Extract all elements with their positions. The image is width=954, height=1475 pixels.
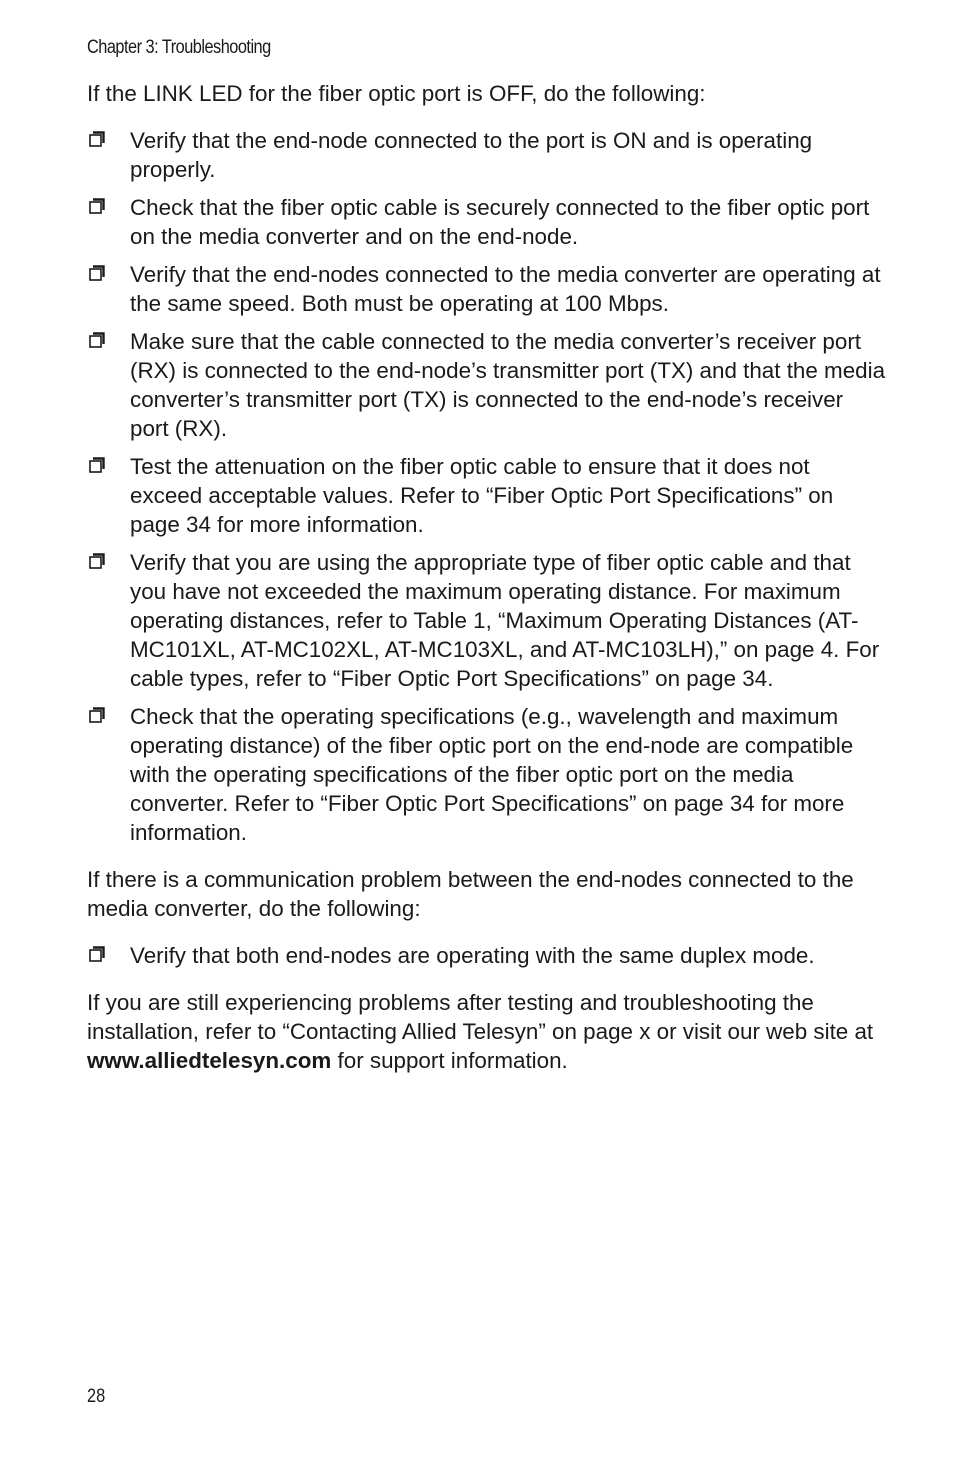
checkbox-icon (89, 265, 105, 281)
fiber-checklist (87, 126, 887, 847)
page-number: 28 (87, 1386, 106, 1407)
checklist-item (87, 327, 887, 443)
checklist-item-text: Make sure that the cable connected to the media converter’s receiver port (RX) is connected to the end-node’s transmitter port (TX) and that the media converter’s transmitter port (TX) is connected to the end-node’s receiver port (RX). (130, 329, 886, 441)
checklist-item-text: Check that the fiber optic cable is securely connected to the fiber optic port on the media converter and on the end-node. (130, 195, 870, 249)
comm-intro-paragraph: If there is a communication problem between the end-nodes connected to the media converter, do the following: (87, 867, 854, 921)
closing-paragraph (87, 988, 887, 1075)
checkbox-icon (89, 553, 105, 569)
checklist-item-text: Check that the operating specifications (e.g., wavelength and maximum operating distance) of the fiber optic port on the end-node are compatible with the operating specifications of the fiber optic port on the media converter. Refer to “Fiber Optic Port Specifications” on page 34 for more information. (130, 704, 854, 845)
closing-text-before: If you are still experiencing problems after testing and troubleshooting the installation, refer to “Contacting Allied Telesyn” on page x or visit our web site at (87, 990, 874, 1044)
checklist-item (87, 548, 887, 693)
checklist-item (87, 126, 887, 184)
checkbox-icon (89, 198, 105, 214)
checklist-item-text: Verify that the end-nodes connected to the media converter are operating at the same speed. Both must be operating at 100 Mbps. (130, 262, 881, 316)
checkbox-icon (89, 131, 105, 147)
checklist-item-text: Test the attenuation on the fiber optic cable to ensure that it does not exceed acceptable values. Refer to “Fiber Optic Port Specifications” on page 34 for more information. (130, 454, 834, 537)
website-link[interactable]: www.alliedtelesyn.com (87, 1048, 332, 1073)
checkbox-icon (89, 457, 105, 473)
checklist-item (87, 193, 887, 251)
checklist-item (87, 260, 887, 318)
checkbox-icon (89, 707, 105, 723)
fiber-intro-paragraph: If the LINK LED for the fiber optic port is OFF, do the following: (87, 81, 706, 106)
checkbox-icon (89, 946, 105, 962)
checkbox-icon (89, 332, 105, 348)
closing-text-after: for support information. (331, 1048, 568, 1073)
checklist-item-text: Verify that the end-node connected to the port is ON and is operating properly. (130, 128, 813, 182)
checklist-item (87, 452, 887, 539)
checklist-item-text: Verify that both end-nodes are operating with the same duplex mode. (130, 943, 815, 968)
checklist-item-text: Verify that you are using the appropriate type of fiber optic cable and that you have not exceeded the maximum operating distance. For maximum operating distances, refer to Table 1, “Maximum Operating Distances (AT-MC101XL, AT-MC102XL, AT-MC103XL, and AT-MC103LH),” on page 4. For cable types, refer to “Fiber Optic Port Specifications” on page 34. (130, 550, 880, 691)
running-header: Chapter 3: Troubleshooting (87, 37, 271, 58)
checklist-item (87, 941, 887, 970)
page-content (87, 79, 887, 1093)
checklist-item (87, 702, 887, 847)
comm-checklist (87, 941, 887, 970)
